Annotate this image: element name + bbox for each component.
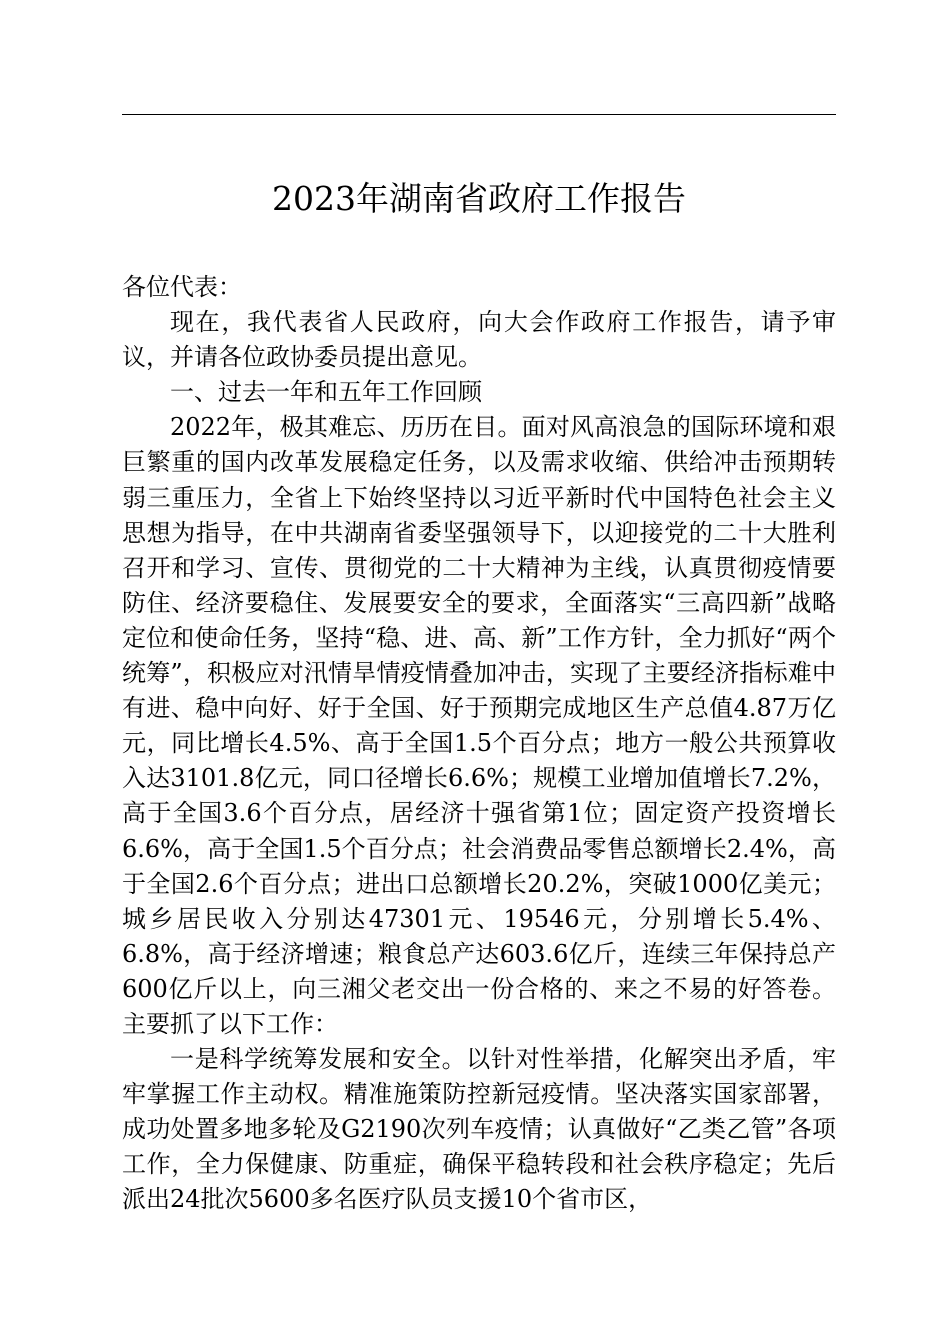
document-body bbox=[122, 270, 836, 1218]
section-heading: 一、过去一年和五年工作回顾 bbox=[170, 378, 482, 407]
header-rule bbox=[122, 114, 836, 115]
document-title: 2023年湖南省政府工作报告 bbox=[272, 179, 686, 218]
paragraph-first-task: 一是科学统筹发展和安全。以针对性举措，化解突出矛盾，牢牢掌握工作主动权。精准施策防控新冠疫情。坚决落实国家部署，成功处置多地多轮及G2190次列车疫情；认真做好“乙类乙管”各项工作，全力保健康、防重症，确保平稳转段和社会秩序稳定；先后派出24批次5600多名医疗队员支援10个省市区， bbox=[122, 1045, 836, 1214]
paragraph-2022-summary: 2022年，极其难忘、历历在目。面对风高浪急的国际环境和艰巨繁重的国内改革发展稳定任务，以及需求收缩、供给冲击预期转弱三重压力，全省上下始终坚持以习近平新时代中国特色社会主义思想为指导，在中共湖南省委坚强领导下，以迎接党的二十大胜利召开和学习、宣传、贯彻党的二十大精神为主线，认真贯彻疫情要防住、经济要稳住、发展要安全的要求，全面落实“三高四新”战略定位和使命任务，坚持“稳、进、高、新”工作方针，全力抓好“两个统筹”，积极应对汛情旱情疫情叠加冲击，实现了主要经济指标难中有进、稳中向好、好于全国、好于预期完成地区生产总值4.87万亿元，同比增长4.5%、高于全国1.5个百分点；地方一般公共预算收入达3101.8亿元，同口径增长6.6%；规模工业增加值增长7.2%，高于全国3.6个百分点，居经济十强省第1位；固定资产投资增长6.6%，高于全国1.5个百分点；社会消费品零售总额增长2.4%，高于全国2.6个百分点；进出口总额增长20.2%，突破1000亿美元；城乡居民收入分别达47301元、19546元，分别增长5.4%、6.8%，高于经济增速；粮食总产达603.6亿斤，连续三年保持总产600亿斤以上，向三湘父老交出一份合格的、来之不易的好答卷。主要抓了以下工作： bbox=[122, 413, 836, 1038]
paragraph-intro: 现在，我代表省人民政府，向大会作政府工作报告，请予审议，并请各位政协委员提出意见。 bbox=[122, 308, 836, 372]
salutation: 各位代表： bbox=[122, 273, 242, 301]
